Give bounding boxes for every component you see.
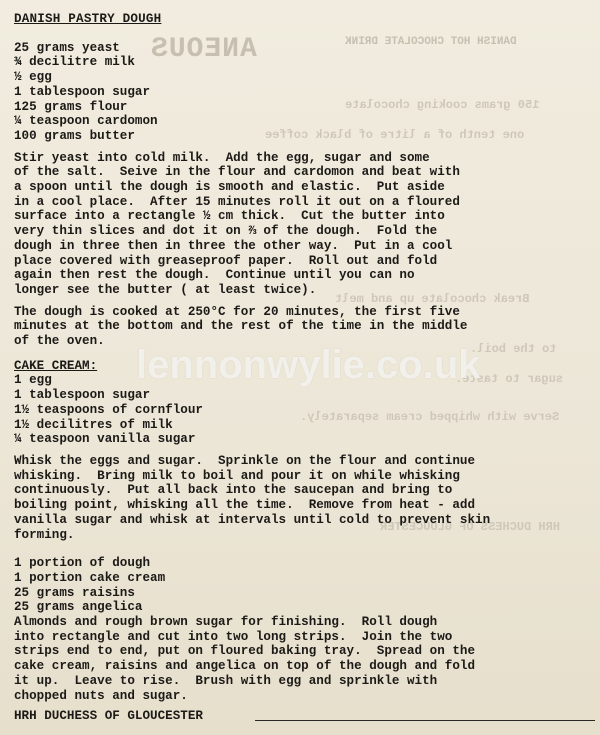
cake-cream-heading: CAKE CREAM: <box>14 358 98 373</box>
ingredient-item: 1 tablespoon sugar <box>14 84 151 99</box>
ingredient-item: 1½ teaspoons of cornflour <box>14 402 203 417</box>
bleed-through-line: to the boil. <box>470 342 557 356</box>
bleed-through-line: Serve with whipped cream separately. <box>300 410 560 424</box>
page-rule <box>255 720 595 721</box>
pastry-cooking-paragraph: The dough is cooked at 250°C for 20 minutes, the first five minutes at the bottom and the rest of the time in the middle of the oven. <box>14 304 468 349</box>
ingredient-item: 25 grams yeast <box>14 40 120 55</box>
watermark: lennonwylie.co.uk <box>136 343 481 387</box>
ingredient-item: 1½ decilitres of milk <box>14 417 173 432</box>
bleed-through-line: sugar to taste. <box>455 372 564 386</box>
recipe-title: DANISH PASTRY DOUGH <box>14 12 162 26</box>
bleed-through-line: HRH DUCHESS OF GLOUCESTER <box>380 520 561 534</box>
bleed-through-line: Break chocolate up and melt <box>335 292 530 306</box>
ingredient-item: 1 portion of dough <box>14 556 151 571</box>
assembly-ingredients-list <box>14 556 594 615</box>
pastry-ingredients-list <box>14 41 594 144</box>
bleed-through-line: one tenth of a litre of black coffee <box>265 128 525 142</box>
ingredient-item: 1 tablespoon sugar <box>14 388 151 403</box>
ingredient-item: 100 grams butter <box>14 128 135 143</box>
ingredient-item: ¼ teaspoon cardomon <box>14 114 158 129</box>
ingredient-item: 1 egg <box>14 373 52 388</box>
pastry-method-paragraph: Stir yeast into cold milk. Add the egg, sugar and some of the salt. Seive in the flour and cardomon and beat with a spoon until the dough is smooth and elastic. Put aside in a cool place. After 15 minutes roll it out on a floured surface into a rectangle ½ cm thick. Cut the butter into very thin slices and dot it on ⅔ of the dough. Fold the dough in three then in three the other way. Put in a cool place covered with greaseproof paper. Roll out and fold again then rest the dough. Continue until you can no longer see the butter ( at least twice). <box>14 150 460 297</box>
ingredient-item: ½ egg <box>14 70 52 85</box>
bleed-through-heading: ANEOUS <box>150 34 257 65</box>
cake-cream-method-paragraph: Whisk the eggs and sugar. Sprinkle on the flour and continue whisking. Bring milk to boil and pour it on while whisking continuously. Put all back into the saucepan and bring to boiling point, whisking all the time. Remove from heat - add vanilla sugar and whisk at intervals until cold to prevent skin forming. <box>14 453 491 542</box>
bleed-through-line: 150 grams cooking chocolate <box>345 98 540 112</box>
bleed-through-right-heading: DANISH HOT CHOCOLATE DRINK <box>345 36 517 48</box>
ingredient-item: 25 grams raisins <box>14 585 135 600</box>
signoff: HRH DUCHESS OF GLOUCESTER <box>14 709 203 724</box>
ingredient-item: ¼ teaspoon vanilla sugar <box>14 432 196 447</box>
ingredient-item: 1 portion cake cream <box>14 570 166 585</box>
ingredient-item: ¾ decilitre milk <box>14 55 135 70</box>
assembly-method-paragraph: Almonds and rough brown sugar for finishing. Roll dough into rectangle and cut into two long strips. Join the two strips end to end, put on floured baking tray. Spread on the cake cream, raisins and angelica on top of the dough and fold it up. Leave to rise. Brush with egg and sprinkle with chopped nuts and sugar. <box>14 615 476 703</box>
ingredient-item: 125 grams flour <box>14 99 128 114</box>
ingredient-item: 25 grams angelica <box>14 600 143 615</box>
